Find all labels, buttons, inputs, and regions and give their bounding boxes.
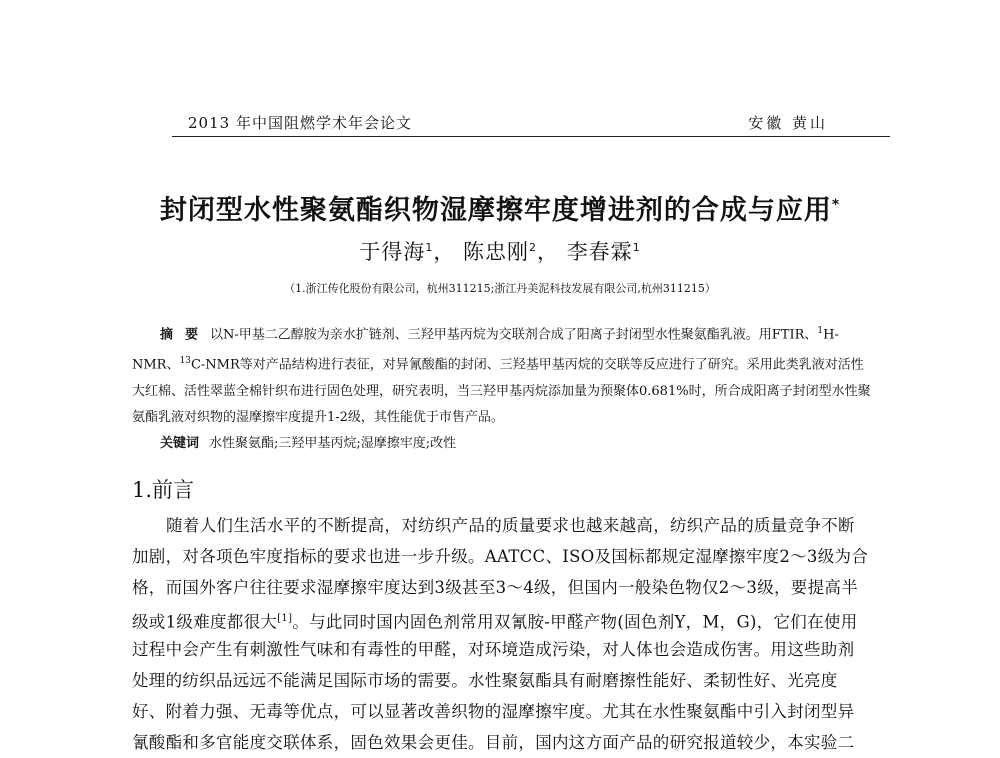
body-line: 随着人们生活水平的不断提高，对纺织产品的质量要求也越来越高，纺织产品的质量竞争不断 [166,516,855,535]
affiliations: （1.浙江传化股份有限公司，杭州311215;浙江丹美泥科技发展有限公司,杭州311215） [284,282,716,295]
author-affil-mark: 2 [529,241,537,254]
citation-ref[interactable]: [1] [277,613,293,624]
body-line: 加剧，对各项色牢度指标的要求也进一步升级。AATCC、ISO及国标都规定湿摩擦牢度2～3级为合 [132,547,869,566]
author-separator: ， [537,240,559,264]
author-separator: ， [433,240,456,264]
body-line: 过程中会产生有刺激性气味和有毒性的甲醛，对环境造成污染，对人体也会造成伤害。用这些助剂 [132,640,855,659]
abstract-text: H-NMR、 [132,327,839,373]
title-footnote-mark: * [831,197,841,213]
section-body [132,510,882,758]
keywords-label: 关键词 [160,435,200,451]
author-name: 于得海 [359,240,426,264]
author-name: 李春霖 [566,240,633,264]
abstract-label: 摘要 [160,327,211,343]
header-rule [172,136,890,137]
body-line [132,603,882,634]
author-affil-mark: 1 [425,241,434,254]
abstract-text: 以N-甲基二乙醇胺为亲水扩链剂、三羟甲基丙烷为交联剂合成了阳离子封闭型水性聚氨酯乳液。用FTIR、 [210,327,818,343]
paper-title-text: 封闭型水性聚氨酯织物湿摩擦牢度增进剂的合成与应用 [159,195,832,226]
body-line: 格，而国外客户往往要求湿摩擦牢度达到3级甚至3～4级，但国内一般染色物仅2～3级，要提高半 [132,578,858,597]
conference-name: 2013 年中国阻燃学术年会论文 [188,114,412,132]
author-name: 陈忠刚 [463,240,529,264]
conference-location: 安徽 黄山 [748,114,828,132]
section-heading: 1.前言 [132,478,195,502]
abstract-paragraph [132,318,872,431]
body-line-text: 级或1级难度都很大 [132,612,278,632]
keywords [132,431,872,457]
isotope-sup: 13 [179,356,191,367]
author-list [120,236,880,266]
body-line: 氰酸酯和多官能度交联体系，固色效果会更佳。目前，国内这方面产品的研究报道较少，本实验二 [132,733,855,752]
body-line: 处理的纺织品远远不能满足国际市场的需要。水性聚氨酯具有耐磨擦性能好、柔韧性好、光亮度 [132,671,838,690]
keywords-text: 水性聚氨酯;三羟甲基丙烷;湿摩擦牢度;改性 [209,435,457,451]
abstract-text: C-NMR等对产品结构进行表征，对异氰酸酯的封闭、三羟基甲基丙烷的交联等反应进行了研究。采用此类乳液对活性大红棉、活性翠蓝全棉针织布进行固色处理，研究表明，当三羟甲基丙烷添加量为预聚体0.681%时，所合成阳离子封闭型水性聚氨酯乳液对织物的湿摩擦牢度提升1-2级，其性能优于市售产品。 [132,357,871,425]
paper-title [120,188,880,227]
author-affil-mark: 1 [632,241,641,254]
body-line-text: 。与此同时国内固色剂常用双氰胺-甲醛产物(固色剂Y，M，G)，它们在使用 [292,612,858,632]
isotope-sup: 1 [817,326,824,336]
body-line: 好、附着力强、无毒等优点，可以显著改善织物的湿摩擦牢度。尤其在水性聚氨酯中引入封闭型异 [132,702,855,721]
abstract [132,318,872,457]
